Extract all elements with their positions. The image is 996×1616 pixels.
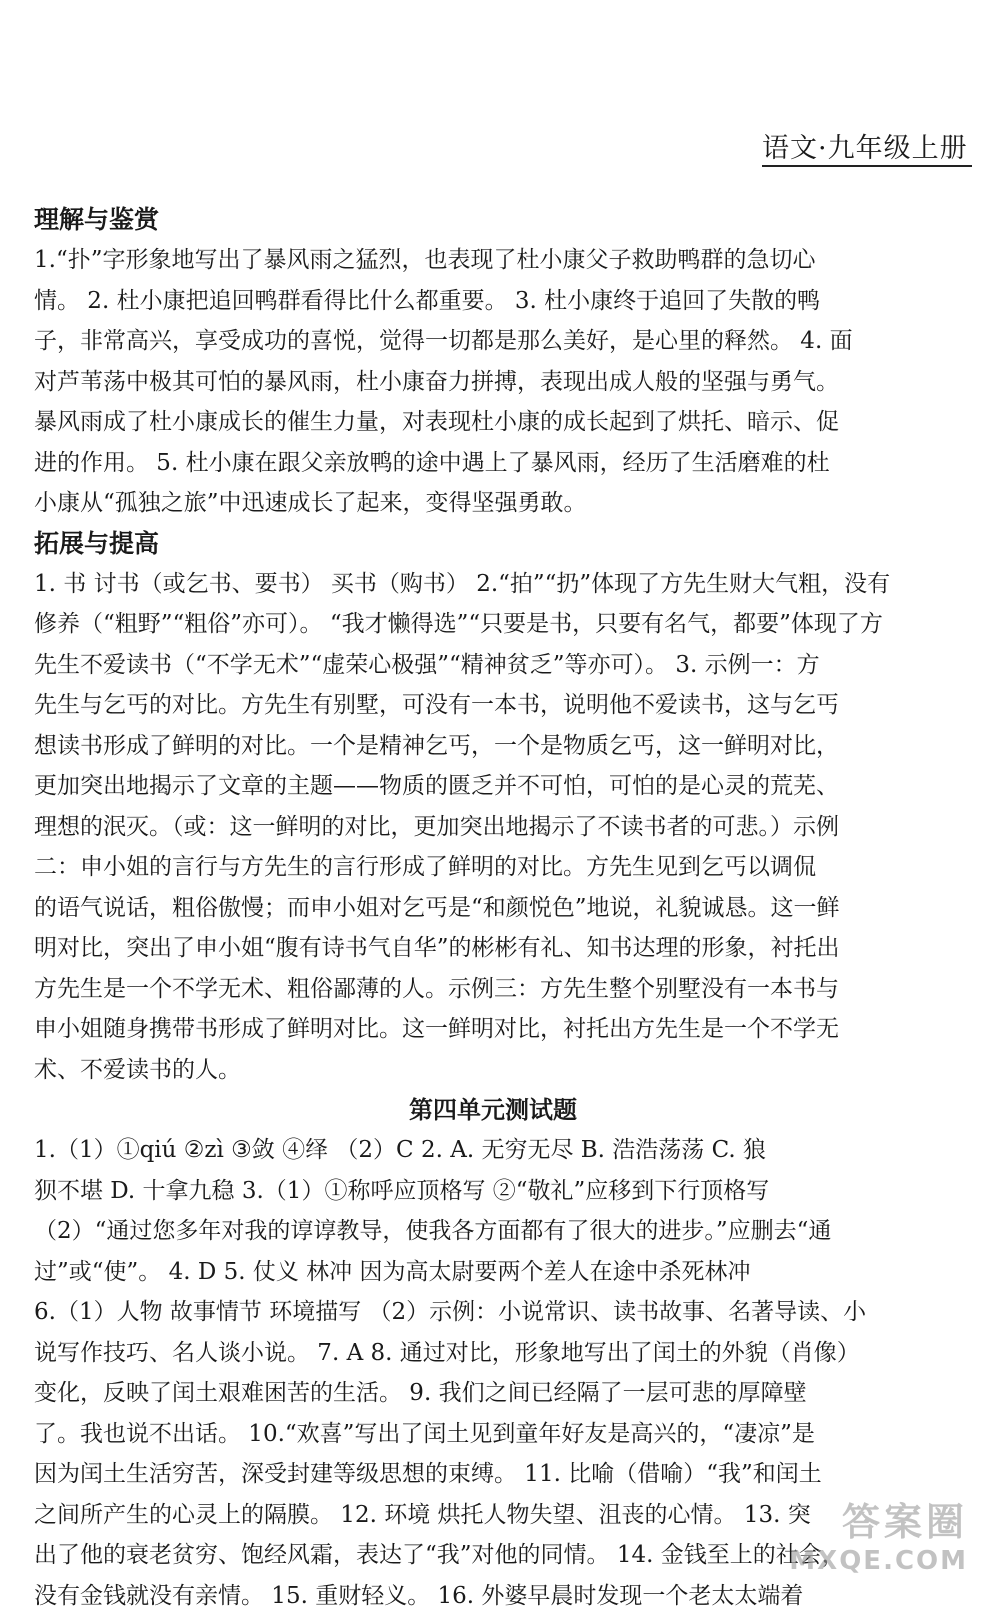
text-line: 出了他的衰老贫穷、饱经风霜，表达了“我”对他的同情。 14. 金钱至上的社会， xyxy=(34,1535,952,1576)
text-line: 进的作用。 5. 杜小康在跟父亲放鸭的途中遇上了暴风雨，经历了生活磨难的杜 xyxy=(34,443,952,484)
text-line: 了。我也说不出话。 10.“欢喜”写出了闰土见到童年好友是高兴的，“凄凉”是 xyxy=(34,1414,952,1455)
text-line: 先生不爱读书（“不学无术”“虚荣心极强”“精神贫乏”等亦可）。 3. 示例一：方 xyxy=(34,645,952,686)
text-line: 暴风雨成了杜小康成长的催生力量，对表现杜小康的成长起到了烘托、暗示、促 xyxy=(34,402,952,443)
section-title-understanding: 理解与鉴赏 xyxy=(34,200,952,240)
section-title-extension: 拓展与提高 xyxy=(34,524,952,564)
text-line: 二：申小姐的言行与方先生的言行形成了鲜明的对比。方先生见到乞丐以调侃 xyxy=(34,847,952,888)
text-line: 小康从“孤独之旅”中迅速成长了起来，变得坚强勇敢。 xyxy=(34,483,952,524)
text-line: 子，非常高兴，享受成功的喜悦，觉得一切都是那么美好，是心里的释然。 4. 面 xyxy=(34,321,952,362)
text-line: 对芦苇荡中极其可怕的暴风雨，杜小康奋力拼搏，表现出成人般的坚强与勇气。 xyxy=(34,362,952,403)
text-line: 变化，反映了闰土艰难困苦的生活。 9. 我们之间已经隔了一层可悲的厚障壁 xyxy=(34,1373,952,1414)
text-line: 过”或“使”。 4. D 5. 仗义 林冲 因为高太尉要两个差人在途中杀死林冲 xyxy=(34,1252,952,1293)
text-line: （2）“通过您多年对我的谆谆教导，使我各方面都有了很大的进步。”应删去“通 xyxy=(34,1211,952,1252)
text-line: 1.（1）①qiú ②zì ③敛 ④绎 （2）C 2. A. 无穷无尽 B. 浩浩荡荡 C. 狼 xyxy=(34,1130,952,1171)
watermark-logo xyxy=(789,1491,968,1576)
watermark-text: 答案圈 xyxy=(789,1491,968,1546)
page-header-title: 语文·九年级上册 xyxy=(762,126,972,165)
text-line: 更加突出地揭示了文章的主题——物质的匮乏并不可怕，可怕的是心灵的荒芜、 xyxy=(34,766,952,807)
text-line: 1.“扑”字形象地写出了暴风雨之猛烈，也表现了杜小康父子救助鸭群的急切心 xyxy=(34,240,952,281)
text-line: 因为闰土生活穷苦，深受封建等级思想的束缚。 11. 比喻（借喻）“我”和闰土 xyxy=(34,1454,952,1495)
text-line: 方先生是一个不学无术、粗俗鄙薄的人。示例三：方先生整个别墅没有一本书与 xyxy=(34,969,952,1010)
text-line: 先生与乞丐的对比。方先生有别墅，可没有一本书，说明他不爱读书，这与乞丐 xyxy=(34,685,952,726)
text-line: 的语气说话，粗俗傲慢；而申小姐对乞丐是“和颜悦色”地说，礼貌诚恳。这一鲜 xyxy=(34,888,952,929)
watermark-url: MXQE.COM xyxy=(789,1546,968,1576)
text-line: 申小姐随身携带书形成了鲜明对比。这一鲜明对比，衬托出方先生是一个不学无 xyxy=(34,1009,952,1050)
text-line: 没有金钱就没有亲情。 15. 重财轻义。 16. 外婆早晨时发现一个老太太端着 xyxy=(34,1576,952,1616)
text-line: 情。 2. 杜小康把追回鸭群看得比什么都重要。 3. 杜小康终于追回了失散的鸭 xyxy=(34,281,952,322)
text-line: 说写作技巧、名人谈小说。 7. A 8. 通过对比，形象地写出了闰土的外貌（肖像） xyxy=(34,1333,952,1374)
text-line: 之间所产生的心灵上的隔膜。 12. 环境 烘托人物失望、沮丧的心情。 13. 突 xyxy=(34,1495,952,1536)
header-underline xyxy=(762,165,972,167)
answer-content xyxy=(34,200,952,1616)
text-line: 狈不堪 D. 十拿九稳 3.（1）①称呼应顶格写 ②“敬礼”应移到下行顶格写 xyxy=(34,1171,952,1212)
section-title-unit-test: 第四单元测试题 xyxy=(34,1090,952,1130)
text-line: 修养（“粗野”“粗俗”亦可）。 “我才懒得选”“只要是书，只要有名气，都要”体现了方 xyxy=(34,604,952,645)
text-line: 理想的泯灭。（或：这一鲜明的对比，更加突出地揭示了不读书者的可悲。）示例 xyxy=(34,807,952,848)
text-line: 1. 书 讨书（或乞书、要书） 买书（购书） 2.“拍”“扔”体现了方先生财大气粗，没有 xyxy=(34,564,952,605)
text-line: 术、不爱读书的人。 xyxy=(34,1050,952,1091)
text-line: 想读书形成了鲜明的对比。一个是精神乞丐，一个是物质乞丐，这一鲜明对比， xyxy=(34,726,952,767)
text-line: 6.（1）人物 故事情节 环境描写 （2）示例：小说常识、读书故事、名著导读、小 xyxy=(34,1292,952,1333)
text-line: 明对比，突出了申小姐“腹有诗书气自华”的彬彬有礼、知书达理的形象，衬托出 xyxy=(34,928,952,969)
